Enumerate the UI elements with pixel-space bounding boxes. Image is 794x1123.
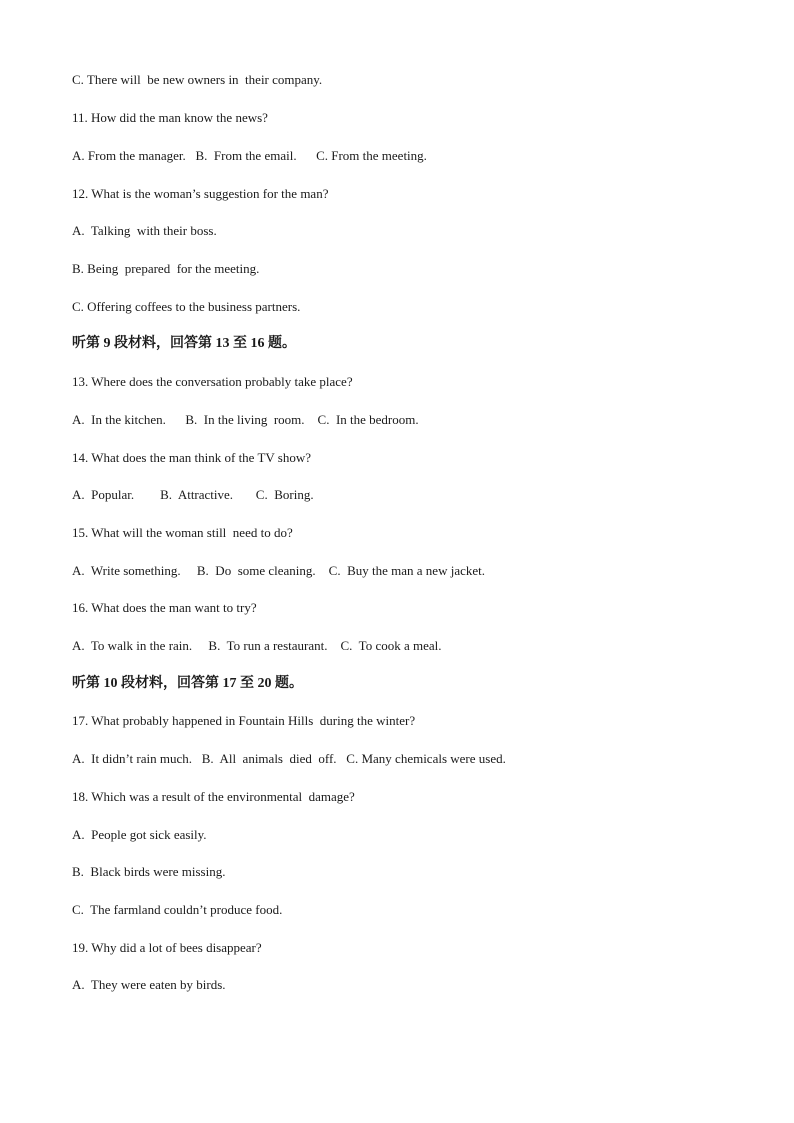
option-line: C. Offering coffees to the business partners. [72, 299, 301, 314]
option-line: B. Being prepared for the meeting. [72, 261, 260, 276]
option-line: C. There will be new owners in their company. [72, 72, 323, 87]
option-line: A. They were eaten by birds. [72, 977, 226, 992]
question-line: 13. Where does the conversation probably take place? [72, 374, 353, 389]
option-line: A. Talking with their boss. [72, 223, 217, 238]
option-line: A. In the kitchen. B. In the living room. C. In the bedroom. [72, 412, 419, 427]
question-line: 17. What probably happened in Fountain Hills during the winter? [72, 713, 416, 728]
section-heading: 听第 10 段材料，回答第 17 至 20 题。 [72, 676, 303, 691]
section-heading: 听第 9 段材料，回答第 13 至 16 题。 [72, 336, 296, 351]
question-line: 16. What does the man want to try? [72, 600, 257, 615]
option-line: A. Popular. B. Attractive. C. Boring. [72, 487, 314, 502]
option-line: B. Black birds were missing. [72, 864, 226, 879]
option-line: A. To walk in the rain. B. To run a restaurant. C. To cook a meal. [72, 638, 442, 653]
question-line: 12. What is the woman’s suggestion for the man? [72, 186, 329, 201]
question-line: 14. What does the man think of the TV show? [72, 450, 312, 465]
question-line: 15. What will the woman still need to do? [72, 525, 293, 540]
option-line: A. People got sick easily. [72, 827, 207, 842]
option-line: C. The farmland couldn’t produce food. [72, 902, 283, 917]
question-line: 18. Which was a result of the environmental damage? [72, 789, 355, 804]
question-line: 19. Why did a lot of bees disappear? [72, 940, 262, 955]
option-line: A. From the manager. B. From the email. C. From the meeting. [72, 148, 427, 163]
question-line: 11. How did the man know the news? [72, 110, 268, 125]
option-line: A. Write something. B. Do some cleaning. C. Buy the man a new jacket. [72, 563, 485, 578]
option-line: A. It didn’t rain much. B. All animals died off. C. Many chemicals were used. [72, 751, 506, 766]
